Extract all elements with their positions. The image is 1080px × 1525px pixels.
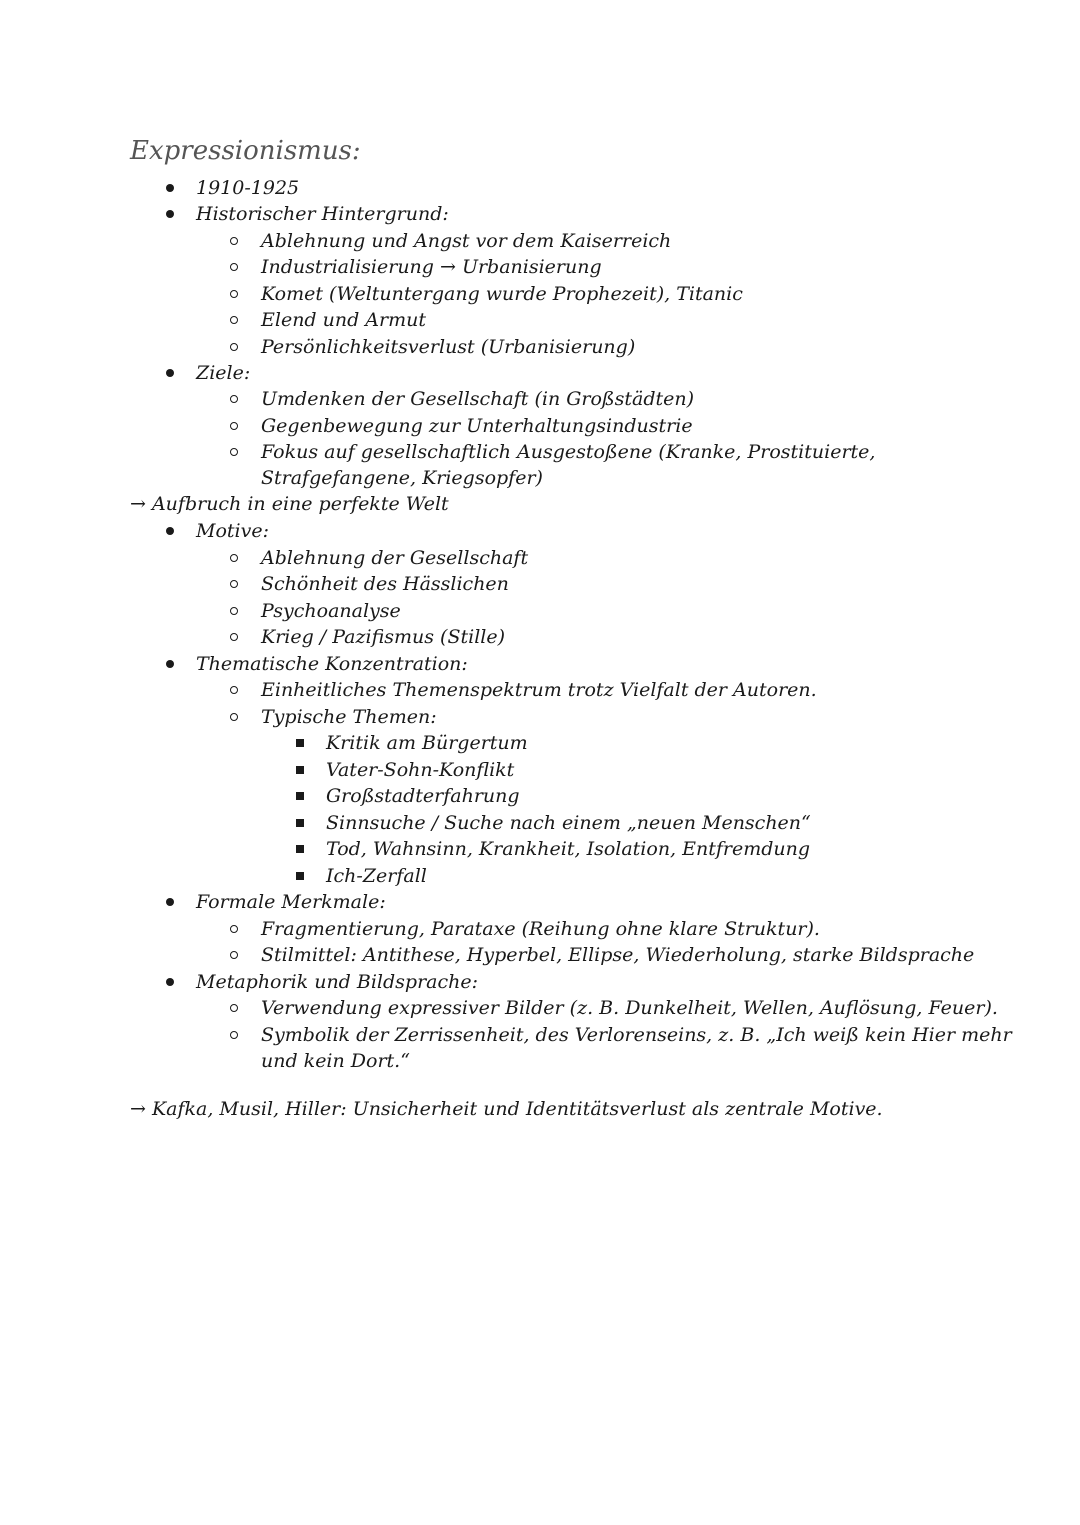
bullet-dot [166,527,174,535]
bullet-dot [166,210,174,218]
bullet-circle [230,554,238,562]
list-item: Vater-Sohn-Konflikt [326,759,515,781]
list-item-motive-label: Motive: [196,520,269,542]
list-item: Krieg / Pazifismus (Stille) [261,626,506,648]
list-item: Ich-Zerfall [326,865,427,887]
bullet-circle [230,422,238,430]
list-item: Typische Themen: [261,706,437,728]
list-item-ziele-label: Ziele: [196,362,251,384]
bullet-circle [230,316,238,324]
list-item-continuation: Strafgefangene, Kriegsopfer) [261,467,543,489]
list-item: Großstadterfahrung [326,785,520,807]
bullet-dot [166,184,174,192]
page-title: Expressionismus: [130,136,361,166]
list-item: Elend und Armut [261,309,426,331]
bullet-square [296,792,304,800]
bullet-dot [166,369,174,377]
list-item: Komet (Weltuntergang wurde Prophezeit), Titanic [261,283,743,305]
bullet-circle [230,395,238,403]
list-item: Gegenbewegung zur Unterhaltungsindustrie [261,415,693,437]
list-item-formal-label: Formale Merkmale: [196,891,386,913]
list-item-years: 1910-1925 [196,177,300,199]
list-item: Kritik am Bürgertum [326,732,528,754]
list-item-meta-label: Metaphorik und Bildsprache: [196,971,479,993]
bullet-circle [230,237,238,245]
bullet-circle [230,343,238,351]
bullet-circle [230,925,238,933]
bullet-circle [230,580,238,588]
bullet-square [296,766,304,774]
bullet-square [296,819,304,827]
bullet-circle [230,263,238,271]
bullet-dot [166,898,174,906]
bullet-dot [166,978,174,986]
bullet-circle [230,607,238,615]
bullet-square [296,872,304,880]
bullet-circle [230,633,238,641]
list-item: Fokus auf gesellschaftlich Ausgestoßene (Kranke, Prostituierte, [261,441,876,463]
list-item: Sinnsuche / Suche nach einem „neuen Menschen“ [326,812,811,834]
list-item: Verwendung expressiver Bilder (z. B. Dunkelheit, Wellen, Auflösung, Feuer). [261,997,998,1019]
bullet-square [296,845,304,853]
list-item: Ablehnung und Angst vor dem Kaiserreich [261,230,672,252]
list-item-hist-label: Historischer Hintergrund: [196,203,449,225]
list-item: Fragmentierung, Parataxe (Reihung ohne klare Struktur). [261,918,820,940]
conclusion-note: → Kafka, Musil, Hiller: Unsicherheit und Identitätsverlust als zentrale Motive. [130,1098,883,1120]
bullet-square [296,739,304,747]
list-item: Schönheit des Hässlichen [261,573,509,595]
list-item-thema-label: Thematische Konzentration: [196,653,468,675]
list-item: Psychoanalyse [261,600,401,622]
list-item: Tod, Wahnsinn, Krankheit, Isolation, Entfremdung [326,838,811,860]
bullet-circle [230,1031,238,1039]
list-item: Umdenken der Gesellschaft (in Großstädten) [261,388,695,410]
bullet-circle [230,686,238,694]
bullet-dot [166,660,174,668]
bullet-circle [230,951,238,959]
bullet-circle [230,1004,238,1012]
list-item: Einheitliches Themenspektrum trotz Vielfalt der Autoren. [261,679,817,701]
list-item: Ablehnung der Gesellschaft [261,547,529,569]
list-item: Industrialisierung → Urbanisierung [261,256,602,278]
list-item-continuation: und kein Dort.“ [261,1050,410,1072]
bullet-circle [230,713,238,721]
list-item: Symbolik der Zerrissenheit, des Verlorenseins, z. B. „Ich weiß kein Hier mehr [261,1024,1012,1046]
list-item: Persönlichkeitsverlust (Urbanisierung) [261,336,636,358]
bullet-circle [230,448,238,456]
bullet-circle [230,290,238,298]
list-item: Stilmittel: Antithese, Hyperbel, Ellipse, Wiederholung, starke Bildsprache [261,944,975,966]
aufbruch-note: → Aufbruch in eine perfekte Welt [130,493,449,515]
